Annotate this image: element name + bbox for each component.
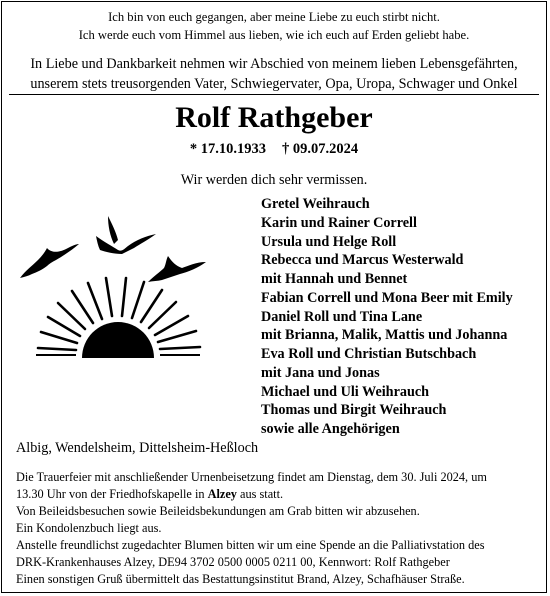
mourner: Eva Roll und Christian Butschbach xyxy=(261,346,477,362)
notice-location: Alzey xyxy=(207,487,237,501)
places: Albig, Wendelsheim, Dittelsheim-Heßloch xyxy=(16,440,259,456)
divider xyxy=(9,94,539,95)
mourners-list xyxy=(261,195,513,439)
mourner: Gretel Weihrauch xyxy=(261,196,370,212)
notice-line: DRK-Krankenhauses Alzey, DE94 3702 0500 0005 0211 00, Kennwort: Rolf Rathgeber xyxy=(16,555,450,569)
life-dates xyxy=(2,140,546,158)
mourner: Karin und Rainer Correll xyxy=(261,214,417,231)
mourner: Ursula und Helge Roll xyxy=(261,233,397,250)
intro-line: unserem stets treusorgenden Vater, Schwiegervater, Opa, Uropa, Schwager und Onkel xyxy=(30,75,518,92)
birth-date: * 17.10.1933 xyxy=(189,141,266,157)
obituary-notice xyxy=(1,1,547,593)
notice-text: aus statt. xyxy=(236,487,284,501)
notice-line: Einen sonstigen Gruß übermittelt das Bestattungsinstitut Brand, Alzey, Schafhäuser Straße. xyxy=(16,572,465,586)
notice-line xyxy=(16,486,487,503)
mourner: mit Jana und Jonas xyxy=(261,364,380,381)
intro-text xyxy=(2,55,546,94)
mourner: Fabian Correll und Mona Beer mit Emily xyxy=(261,289,513,306)
mourner: Rebecca und Marcus Westerwald xyxy=(261,252,464,269)
mourner: Daniel Roll und Tina Lane xyxy=(261,308,423,325)
birds-over-rising-sun-icon xyxy=(16,210,216,367)
mourner: mit Brianna, Malik, Mattis und Johanna xyxy=(261,327,508,344)
motto-line: Ich werde euch vom Himmel aus lieben, wie ich euch auf Erden geliebt habe. xyxy=(78,27,470,42)
notice-text: 13.30 Uhr von der Friedhofskapelle in xyxy=(16,487,208,501)
mourner: sowie alle Angehörigen xyxy=(261,421,400,437)
notice-line: Anstelle freundlichst zugedachter Blumen bitten wir um eine Spende an die Palliativstation des xyxy=(16,538,485,552)
mourner: mit Hannah und Bennet xyxy=(261,271,408,287)
mourner: Michael und Uli Weihrauch xyxy=(261,383,430,400)
notice-line: Von Beileidsbesuchen sowie Beileidsbekundungen am Grab bitten wir abzusehen. xyxy=(16,504,420,518)
mourner: Thomas und Birgit Weihrauch xyxy=(261,402,447,419)
notice-line: Die Trauerfeier mit anschließender Urnenbeisetzung findet am Dienstag, dem 30. Juli 2024, um xyxy=(16,470,487,484)
deceased-name: Rolf Rathgeber xyxy=(175,101,373,134)
intro-line: In Liebe und Dankbarkeit nehmen wir Abschied von meinem lieben Lebensgefährten, xyxy=(30,56,518,72)
death-date: † 09.07.2024 xyxy=(282,141,359,157)
farewell-line: Wir werden dich sehr vermissen. xyxy=(180,172,368,188)
motto xyxy=(2,9,546,44)
motto-line: Ich bin von euch gegangen, aber meine Liebe zu euch stirbt nicht. xyxy=(108,10,440,24)
notice-line: Ein Kondolenzbuch liegt aus. xyxy=(16,521,162,535)
funeral-notice xyxy=(16,469,487,588)
